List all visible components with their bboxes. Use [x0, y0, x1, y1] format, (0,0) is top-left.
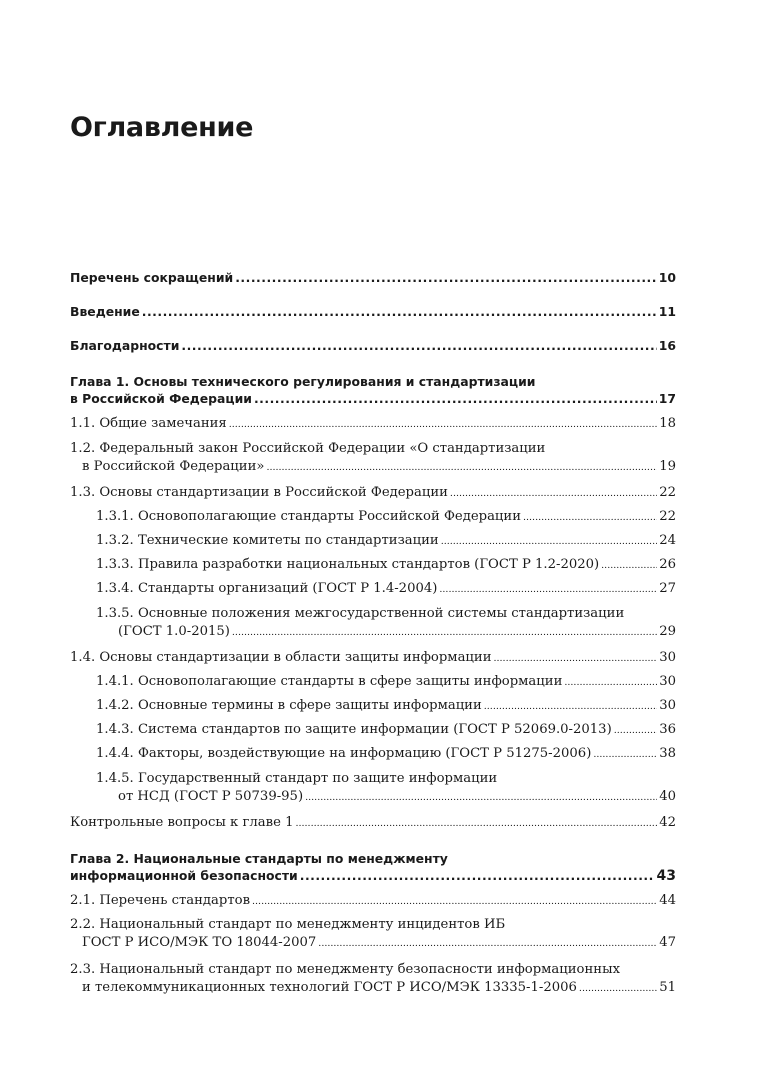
toc-entry-chapter-1[interactable] — [70, 374, 676, 406]
toc-entry-1-4-1[interactable] — [70, 674, 676, 689]
leader-dots — [142, 304, 657, 319]
leader-dots — [484, 701, 657, 712]
leader-dots — [300, 868, 655, 883]
toc-entry-1-1[interactable] — [70, 416, 676, 431]
toc-page-number: 22 — [659, 485, 676, 500]
leader-dots — [593, 749, 657, 760]
toc-entry-abbreviations[interactable] — [70, 270, 676, 285]
toc-entry-1-3[interactable] — [70, 485, 676, 500]
toc-entry-1-3-4[interactable] — [70, 581, 676, 596]
toc-page-number: 38 — [659, 746, 676, 761]
toc-entry-1-4[interactable] — [70, 650, 676, 665]
toc-entry-label-line1: 1.3.5. Основные положения межгосударственной системы стандартизации — [96, 606, 625, 621]
toc-page-number: 24 — [659, 533, 676, 548]
toc-page-number: 10 — [658, 270, 676, 285]
toc-entry-label-line2: ГОСТ Р ИСО/МЭК ТО 18044-2007 — [82, 935, 317, 950]
toc-entry-label: 1.4.2. Основные термины в сфере защиты информации — [96, 698, 482, 713]
toc-entry-1-3-1[interactable] — [70, 509, 676, 524]
toc-page-number: 30 — [659, 650, 676, 665]
leader-dots — [305, 792, 657, 803]
toc-entry-1-4-3[interactable] — [70, 722, 676, 737]
leader-dots — [232, 627, 657, 638]
toc-entry-label: 1.1. Общие замечания — [70, 416, 227, 431]
toc-page-number: 43 — [656, 868, 676, 884]
toc-entry-label: Введение — [70, 304, 140, 319]
leader-dots — [181, 338, 656, 353]
toc-entry-label: Благодарности — [70, 338, 180, 353]
leader-dots — [235, 270, 657, 285]
toc-entry-1-4-2[interactable] — [70, 698, 676, 713]
toc-page-number: 30 — [659, 674, 676, 689]
toc-page-number: 18 — [659, 416, 676, 431]
toc-entry-introduction[interactable] — [70, 304, 676, 319]
toc-page-number: 29 — [659, 624, 676, 639]
toc-entry-label: 2.1. Перечень стандартов — [70, 893, 251, 908]
toc-entry-2-1[interactable] — [70, 893, 676, 908]
leader-dots — [523, 512, 657, 523]
leader-dots — [614, 725, 657, 736]
toc-entry-label-line2: в Российской Федерации — [70, 391, 252, 406]
toc-page-number: 47 — [659, 935, 676, 950]
toc-page-number: 11 — [658, 304, 676, 319]
toc-entry-label: 1.4.3. Система стандартов по защите информации (ГОСТ Р 52069.0-2013) — [96, 722, 612, 737]
toc-entry-label: 1.3.3. Правила разработки национальных стандартов (ГОСТ Р 1.2-2020) — [96, 557, 600, 572]
toc-page-number: 30 — [659, 698, 676, 713]
toc-entry-label: 1.4.4. Факторы, воздействующие на информацию (ГОСТ Р 51275-2006) — [96, 746, 592, 761]
toc-entry-label-line1: 2.3. Национальный стандарт по менеджменту безопасности информационных — [70, 962, 621, 977]
toc-entry-label: 1.3.1. Основополагающие стандарты Российской Федерации — [96, 509, 521, 524]
toc-page-number: 17 — [658, 391, 676, 406]
toc-page-number: 19 — [659, 459, 676, 474]
toc-page-number: 16 — [658, 338, 676, 353]
leader-dots — [441, 536, 658, 547]
toc-entry-label-line2: информационной безопасности — [70, 868, 298, 883]
toc-entry-label: 1.3. Основы стандартизации в Российской Федерации — [70, 485, 448, 500]
leader-dots — [266, 462, 657, 473]
toc-entry-label-line2: и телекоммуникационных технологий ГОСТ Р ИСО/МЭК 13335-1-2006 — [82, 980, 577, 995]
toc-entry-label: Контрольные вопросы к главе 1 — [70, 815, 294, 830]
toc-entry-2-3[interactable] — [70, 962, 676, 995]
leader-dots — [450, 488, 657, 499]
leader-dots — [295, 818, 657, 829]
leader-dots — [494, 653, 658, 664]
leader-dots — [229, 419, 657, 430]
leader-dots — [601, 560, 657, 571]
toc-entry-label-line1: 2.2. Национальный стандарт по менеджменту инцидентов ИБ — [70, 917, 506, 932]
toc-entry-acknowledgements[interactable] — [70, 338, 676, 353]
page-title: Оглавление — [70, 112, 254, 143]
toc-entry-1-3-3[interactable] — [70, 557, 676, 572]
toc-entry-label-line1: 1.2. Федеральный закон Российской Федерации «О стандартизации — [70, 441, 546, 456]
leader-dots — [254, 391, 657, 406]
toc-entry-label: Перечень сокращений — [70, 270, 234, 285]
toc-entry-1-4-4[interactable] — [70, 746, 676, 761]
leader-dots — [252, 896, 657, 907]
toc-entry-1-3-2[interactable] — [70, 533, 676, 548]
toc-entry-1-4-5[interactable] — [70, 771, 676, 804]
toc-entry-1-3-5[interactable] — [70, 606, 676, 639]
leader-dots — [564, 677, 657, 688]
leader-dots — [579, 983, 657, 994]
toc-page-number: 40 — [659, 789, 676, 804]
leader-dots — [318, 938, 657, 949]
toc-entry-label: 1.3.2. Технические комитеты по стандартизации — [96, 533, 439, 548]
toc-entry-2-2[interactable] — [70, 917, 676, 950]
leader-dots — [439, 584, 657, 595]
toc-entry-label-line2: в Российской Федерации» — [82, 459, 265, 474]
toc-entry-label-line1: 1.4.5. Государственный стандарт по защите информации — [96, 771, 498, 786]
toc-entry-review-questions-1[interactable] — [70, 815, 676, 830]
toc-page-number: 36 — [659, 722, 676, 737]
toc-entry-label: 1.3.4. Стандарты организаций (ГОСТ Р 1.4-2004) — [96, 581, 438, 596]
toc-entry-1-2[interactable] — [70, 441, 676, 474]
toc-page-number: 44 — [659, 893, 676, 908]
toc-entry-chapter-2[interactable] — [70, 851, 676, 884]
toc-page-number: 27 — [659, 581, 676, 596]
toc-page-number: 26 — [659, 557, 676, 572]
toc-page-number: 42 — [659, 815, 676, 830]
toc-page-number: 51 — [659, 980, 676, 995]
toc-entry-label: 1.4. Основы стандартизации в области защиты информации — [70, 650, 492, 665]
toc-entry-label: 1.4.1. Основополагающие стандарты в сфере защиты информации — [96, 674, 563, 689]
toc-page-number: 22 — [659, 509, 676, 524]
toc-entry-label-line2: (ГОСТ 1.0-2015) — [118, 624, 230, 639]
toc-entry-label-line1: Глава 1. Основы технического регулирования и стандартизации — [70, 374, 536, 389]
toc-entry-label-line1: Глава 2. Национальные стандарты по менеджменту — [70, 851, 448, 866]
toc-entry-label-line2: от НСД (ГОСТ Р 50739-95) — [118, 789, 304, 804]
